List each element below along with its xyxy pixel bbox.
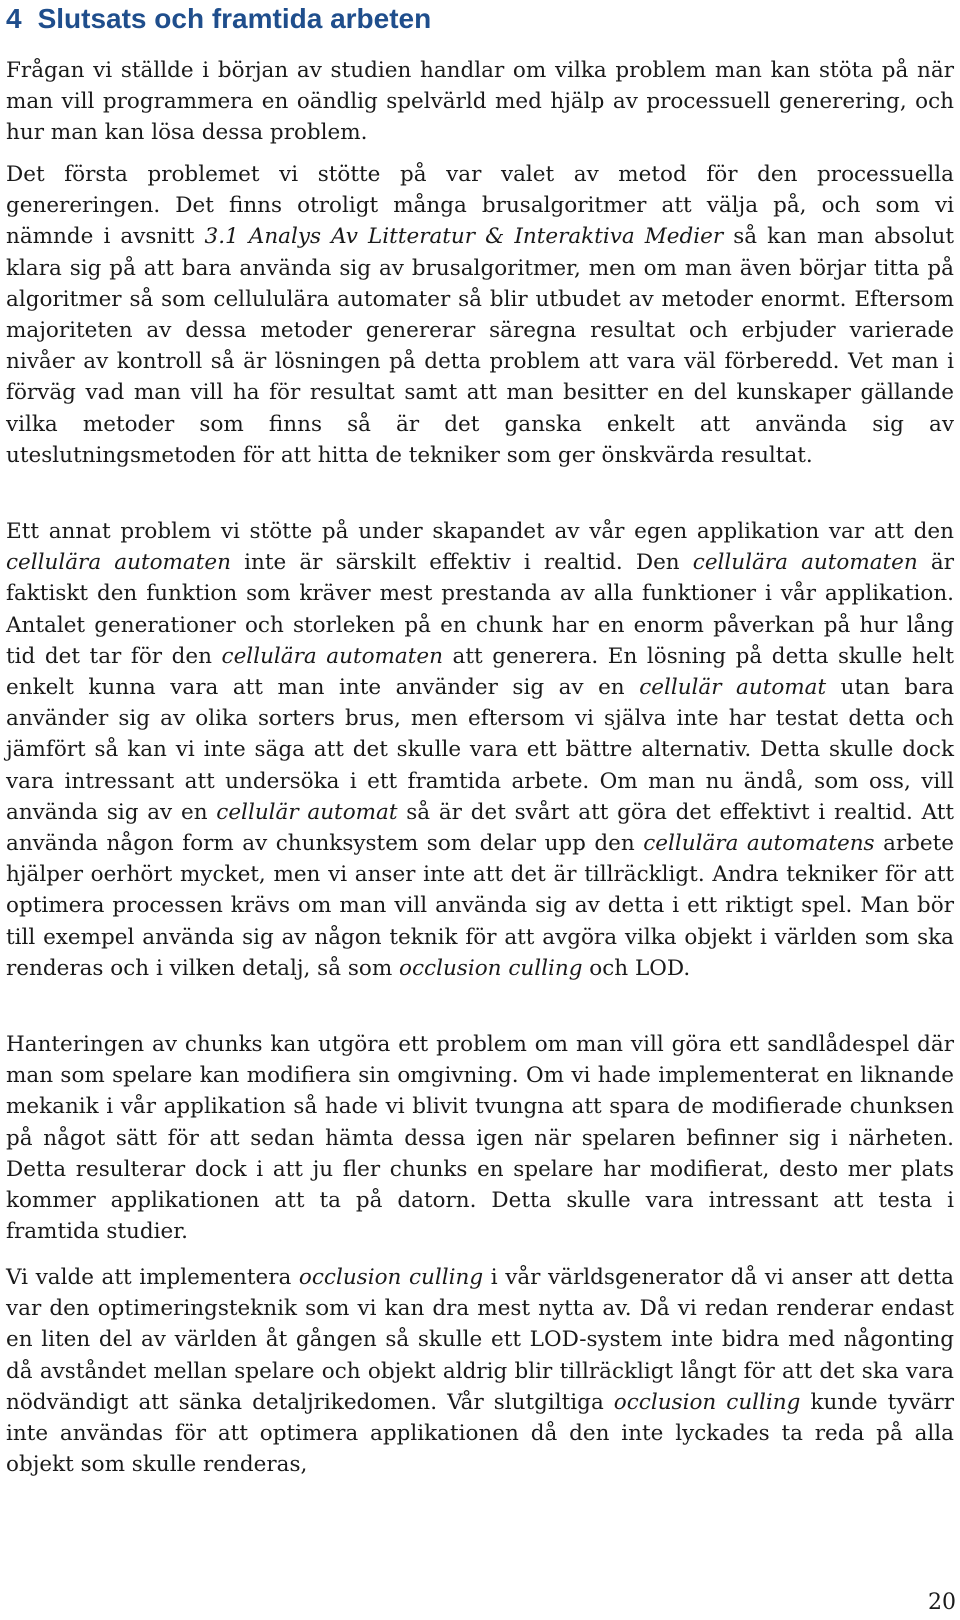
body-text: utan bara använder sig av olika sorters brus, men eftersom vi själva inte har testat detta och jämfört så kan vi inte säga att det skulle vara ett bättre alternativ. Detta skulle dock vara intressant att undersöka i ett framtida arbete. Om man nu ändå, som oss, vill använda sig av en (6, 675, 955, 825)
italic-text: occlusion culling (613, 1389, 801, 1415)
paragraph-research-question (6, 55, 954, 149)
body-text: är faktiskt den funktion som kräver mest prestanda av alla funktioner i vår applikation. Antalet generationer och storleken på en chunk har en enorm påverkan på hur lång tid det tar för den (6, 550, 954, 669)
italic-text: occlusion culling (298, 1265, 484, 1290)
paragraph-chunk-handling (6, 1029, 954, 1247)
section-number: 4 (6, 3, 22, 34)
body-text: inte är särskilt effektiv i realtid. Den (230, 550, 693, 576)
body-text: i vår världsgenerator då vi anser att detta var den optimeringsteknik som vi kan dra mest nytta av. Då vi redan renderar endast en liten del av världen åt gången så skulle ett LOD-system inte bidra med någonting då avståndet mellan spelare och objekt aldrig blir tillräckligt långt för att det ska vara nödvändigt att sänka detaljrikedomen. Vår slutgiltiga (6, 1265, 954, 1415)
body-text: Hanteringen av chunks kan utgöra ett problem om man vill göra ett sandlådespel där man som spelare kan modifiera sin omgivning. Om vi hade implementerat en liknande mekanik i vår applikation så hade vi blivit tvungna att spara de modifierade chunksen på något sätt för att sedan hämta dessa igen när spelaren befinner sig i närheten. Detta resulterar dock i att ju fler chunks en spelare har modifierat, desto mer plats kommer applikationen att ta på datorn. Detta skulle vara intressant att testa i framtida studier. (6, 1032, 954, 1245)
section-title: Slutsats och framtida arbeten (37, 3, 432, 34)
body-text: så kan man absolut klara sig på att bara använda sig av brusalgoritmer, men om man även börjar titta på algoritmer så som cellululära automater så blir utbudet av metoder enormt. Eftersom majoriteten av dessa metoder genererar säregna resultat och erbjuder varierade nivåer av kontroll så är lösningen på detta problem att vara väl förberedd. Vet man i förväg vad man vill ha för resultat samt att man besitter en del kunskaper gällande vilka metoder som finns så är det ganska enkelt att använda sig av uteslutningsmetoden för att hitta de tekniker som ger önskvärda resultat. (6, 224, 955, 468)
section-heading (6, 2, 431, 36)
italic-text: cellulära automaten (6, 550, 231, 576)
italic-text: cellulära automaten (221, 643, 443, 669)
body-text: arbete hjälper oerhört mycket, men vi anser inte att det är tillräckligt. Andra tekniker för att optimera processen krävs om man vill använda sig av detta i ett riktigt spel. Man bör till exempel använda sig av någon teknik för att avgöra vilka objekt i världen som ska renderas och i vilken detalj, så som (6, 831, 955, 981)
body-text: att generera. En lösning på detta skulle helt enkelt kunna vara att man inte använder sig av en (6, 643, 955, 701)
paragraph-method-choice (6, 159, 954, 471)
body-text: så är det svårt att göra det effektivt i realtid. Att använda någon form av chunksystem som delar upp den (6, 799, 954, 857)
body-text: Frågan vi ställde i början av studien handlar om vilka problem man kan stöta på när man vill programmera en oändlig spelvärld med hjälp av processuell generering, och hur man kan lösa dessa problem. (6, 58, 954, 146)
page-number: 20 (928, 1590, 956, 1615)
paragraph-occlusion-culling (6, 1262, 954, 1480)
body-text: Ett annat problem vi stötte på under skapandet av vår egen applikation var att den (6, 519, 954, 544)
body-text: kunde tyvärr inte användas för att optimera applikationen då den inte lyckades ta reda på alla objekt som skulle renderas, (6, 1389, 954, 1478)
italic-text: occlusion culling (399, 955, 583, 981)
italic-text: 3.1 Analys Av Litteratur & Interaktiva Medier (204, 224, 724, 250)
body-text: Vi valde att implementera (6, 1265, 299, 1290)
italic-text: cellulär automat (216, 799, 398, 825)
italic-text: cellulär automat (639, 675, 827, 701)
italic-text: cellulära automatens (643, 831, 875, 857)
body-text: och LOD. (582, 955, 691, 981)
body-text: Det första problemet vi stötte på var valet av metod för den processuella genereringen. Det finns otroligt många brusalgoritmer att välja på, och som vi nämnde i avsnitt (6, 162, 954, 250)
italic-text: cellulära automaten (692, 550, 918, 576)
paragraph-cellular-automaton (6, 516, 954, 984)
